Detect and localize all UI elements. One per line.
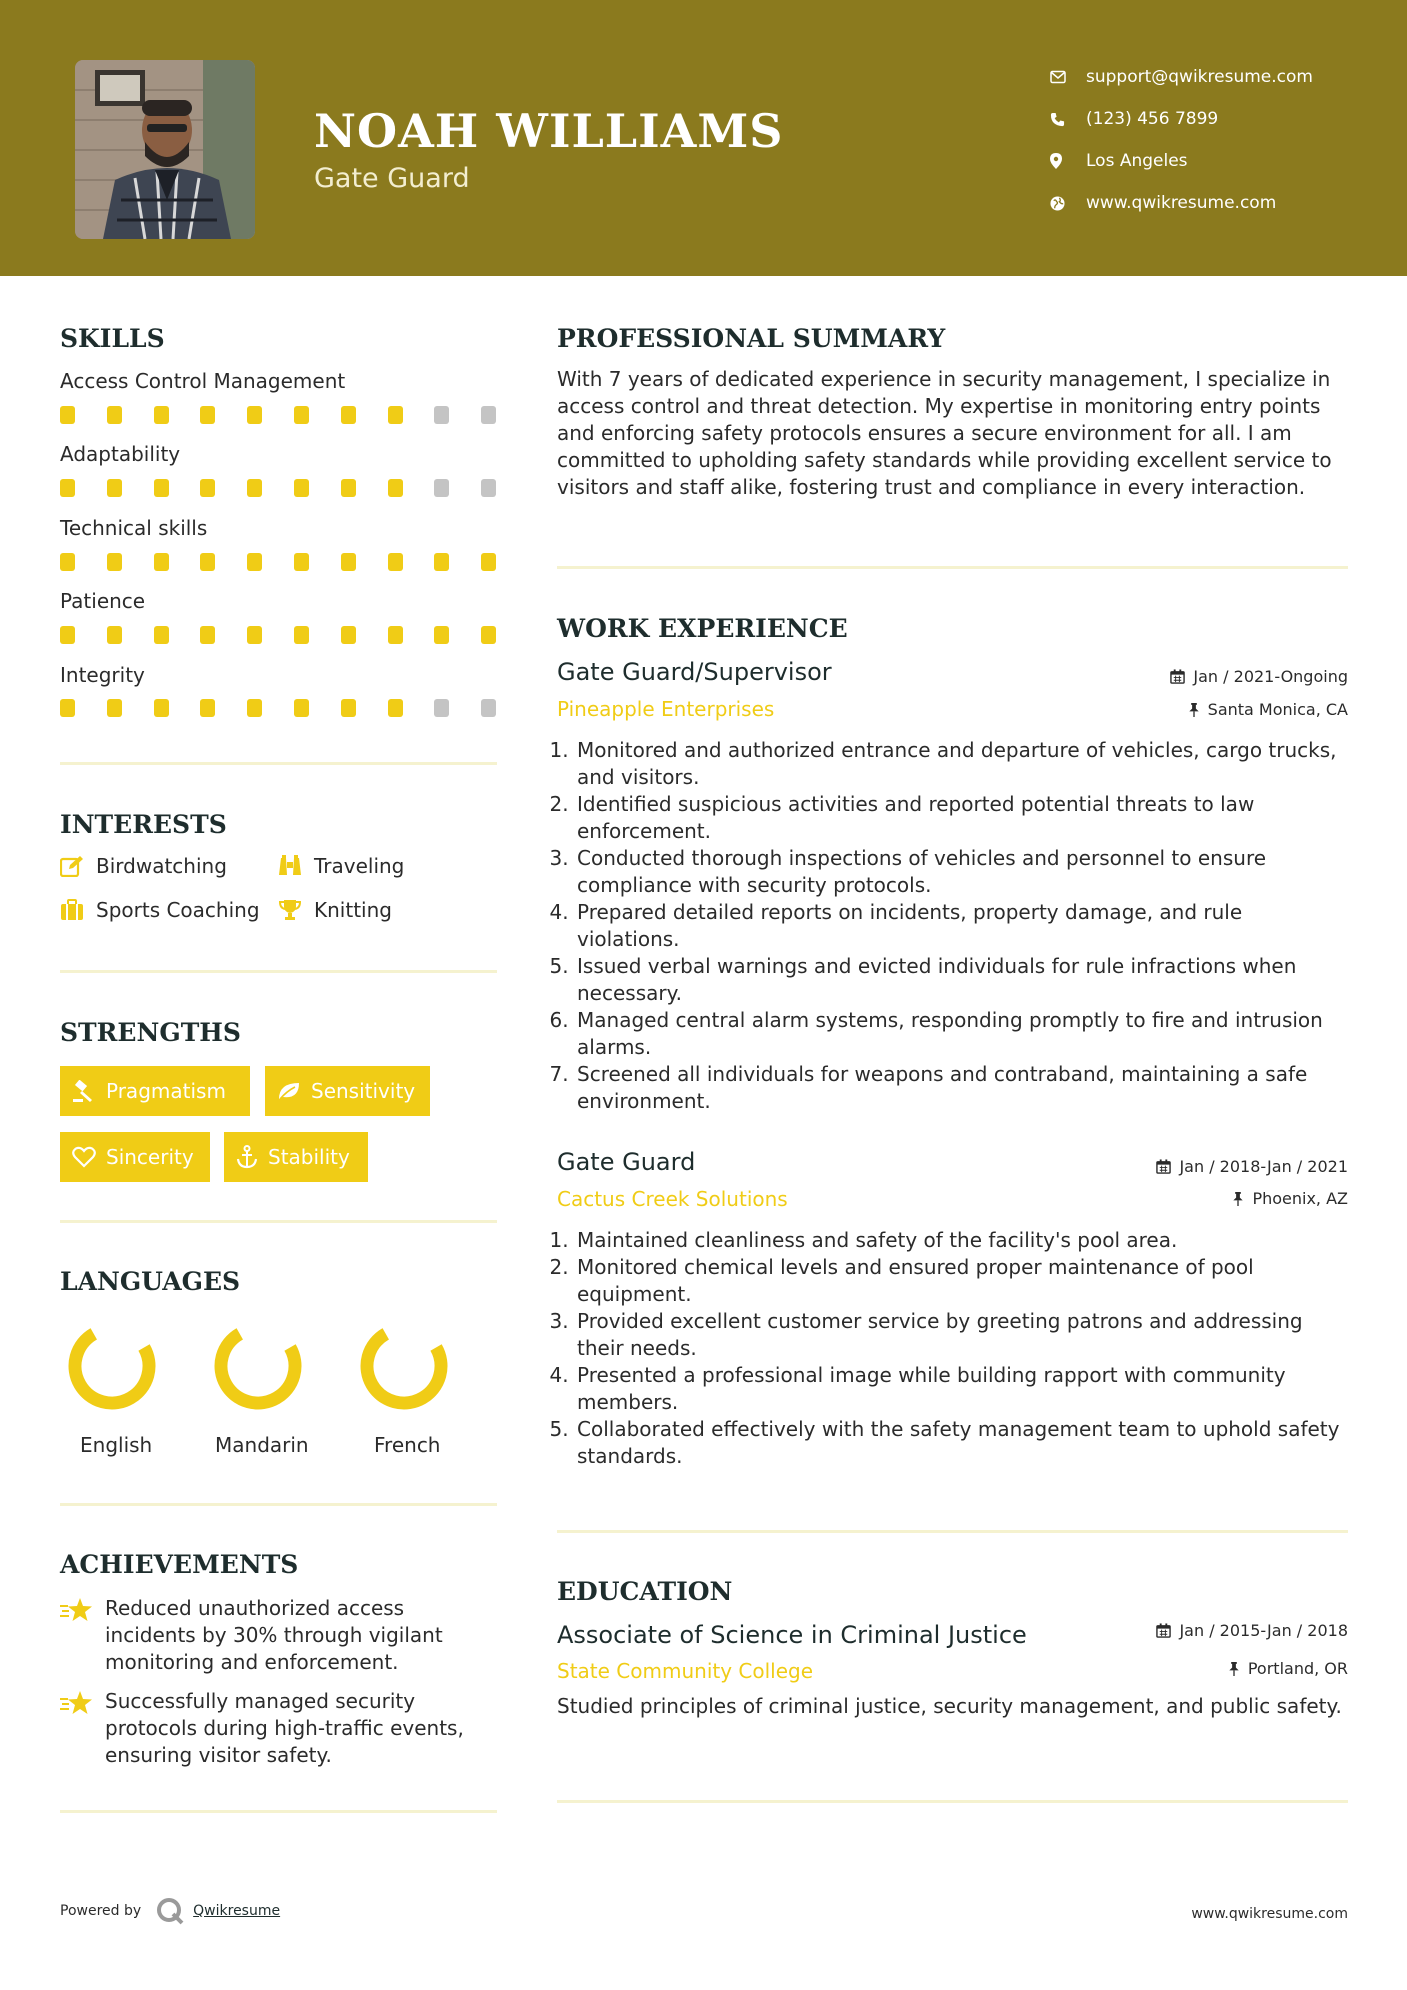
achievement-item: [60, 1595, 500, 1676]
strength-label: Pragmatism: [106, 1079, 226, 1103]
rating-dot: [247, 479, 262, 497]
rating-dot: [341, 626, 356, 644]
contact-email-text: support@qwikresume.com: [1086, 67, 1313, 87]
contact-location-text: Los Angeles: [1086, 151, 1188, 171]
candidate-title: Gate Guard: [314, 163, 470, 194]
rating-dot: [481, 626, 496, 644]
pushpin-icon: [1188, 702, 1200, 717]
contact-location: [1050, 140, 1313, 182]
profile-photo: [75, 60, 255, 239]
rating-dot: [200, 553, 215, 571]
section-divider: [60, 1220, 497, 1223]
rating-dot: [247, 699, 262, 717]
gavel-icon: [72, 1080, 96, 1102]
rating-dot: [200, 479, 215, 497]
rating-dot: [60, 406, 75, 424]
interests-heading: INTERESTS: [60, 810, 227, 839]
rating-dot: [200, 626, 215, 644]
star-icon: [60, 1595, 105, 1676]
phone-icon: [1050, 112, 1086, 127]
list-item: 6. Managed central alarm systems, responding promptly to fire and intrusion alarms.: [575, 1007, 1347, 1061]
rating-dot: [481, 553, 496, 571]
contact-website[interactable]: [1050, 182, 1313, 224]
rating-dot: [154, 479, 169, 497]
job-location: [1232, 1189, 1348, 1208]
skill-rating: [60, 626, 500, 644]
qwikresume-logo-icon: [155, 1896, 185, 1926]
skill-rating: [60, 699, 500, 717]
job-title: Gate Guard/Supervisor: [557, 658, 832, 686]
list-item: 2. Monitored chemical levels and ensured proper maintenance of pool equipment.: [575, 1254, 1347, 1308]
interest-item: [278, 854, 404, 878]
job-duties-list: [557, 1227, 1347, 1470]
education-description: Studied principles of criminal justice, security management, and public safety.: [557, 1694, 1342, 1718]
skill-rating: [60, 479, 500, 497]
section-divider: [557, 566, 1348, 569]
achievement-text: Reduced unauthorized access incidents by 30% through vigilant monitoring and enforcement.: [105, 1596, 443, 1674]
powered-by-text: Powered by: [60, 1903, 142, 1919]
rating-dot: [434, 406, 449, 424]
footer-website[interactable]: www.qwikresume.com: [1191, 1906, 1348, 1922]
map-pin-icon: [1050, 153, 1086, 169]
calendar-icon: [1156, 1623, 1171, 1638]
education-heading: EDUCATION: [557, 1577, 733, 1606]
anchor-icon: [236, 1145, 258, 1169]
interest-item: [278, 898, 392, 922]
rating-dot: [434, 479, 449, 497]
strength-label: Stability: [268, 1145, 350, 1169]
section-divider: [60, 1503, 497, 1506]
achievements-heading: ACHIEVEMENTS: [60, 1550, 299, 1579]
interest-item: [60, 898, 260, 922]
summary-text: With 7 years of dedicated experience in security management, I specialize in access control and threat detection. My expertise in monitoring entry points and enforcing safety protocols ensures a secure environment for all. I am committed to upholding safety standards while providing excellent service to visitors and staff alike, fostering trust and compliance in every interaction.: [557, 367, 1332, 499]
globe-icon: [1050, 196, 1086, 211]
education-location: [1228, 1659, 1348, 1678]
job-location-text: Santa Monica, CA: [1207, 700, 1348, 719]
list-item: 5. Collaborated effectively with the safety management team to uphold safety standards.: [575, 1416, 1347, 1470]
strength-label: Sensitivity: [311, 1079, 416, 1103]
rating-dot: [107, 699, 122, 717]
rating-dot: [200, 699, 215, 717]
strength-label: Sincerity: [106, 1145, 194, 1169]
skill-name: Adaptability: [60, 442, 181, 466]
education-date-text: Jan / 2015-Jan / 2018: [1179, 1621, 1348, 1640]
skill-name: Integrity: [60, 663, 145, 687]
list-item: 5. Issued verbal warnings and evicted individuals for rule infractions when necessary.: [575, 953, 1347, 1007]
education-school: State Community College: [557, 1659, 814, 1683]
achievement-text: Successfully managed security protocols during high-traffic events, ensuring visitor safety.: [105, 1689, 464, 1767]
list-item: 1. Monitored and authorized entrance and departure of vehicles, cargo trucks, and visitors.: [575, 737, 1347, 791]
rating-dot: [60, 479, 75, 497]
binoculars-icon: [278, 854, 302, 878]
rating-dot: [154, 553, 169, 571]
strength-tag: [60, 1132, 210, 1182]
section-divider: [557, 1530, 1348, 1533]
rating-dot: [294, 406, 309, 424]
section-divider: [60, 1810, 497, 1813]
rating-dot: [294, 479, 309, 497]
rating-dot: [60, 553, 75, 571]
job-duties-list: [557, 737, 1347, 1115]
section-divider: [60, 762, 497, 765]
strength-tag: [224, 1132, 368, 1182]
envelope-icon: [1050, 70, 1086, 84]
rating-dot: [388, 406, 403, 424]
strength-tag: [60, 1066, 250, 1116]
contact-email[interactable]: [1050, 56, 1313, 98]
job-date: [1156, 1157, 1348, 1176]
rating-dot: [154, 699, 169, 717]
rating-dot: [481, 479, 496, 497]
rating-dot: [388, 626, 403, 644]
skills-heading: SKILLS: [60, 324, 165, 353]
job-date: [1170, 667, 1348, 686]
pencil-square-icon: [60, 855, 84, 877]
rating-dot: [60, 699, 75, 717]
skill-name: Patience: [60, 589, 146, 613]
skill-name: Access Control Management: [60, 369, 346, 393]
list-item: 7. Screened all individuals for weapons and contraband, maintaining a safe environment.: [575, 1061, 1347, 1115]
language-label: French: [374, 1433, 441, 1457]
job-date-text: Jan / 2021-Ongoing: [1193, 667, 1348, 686]
summary-heading: PROFESSIONAL SUMMARY: [557, 324, 946, 353]
interest-label: Traveling: [314, 854, 405, 878]
candidate-name: NOAH WILLIAMS: [314, 104, 784, 158]
job-company: Pineapple Enterprises: [557, 697, 775, 721]
section-divider: [557, 1800, 1348, 1803]
language-gauge: [354, 1316, 454, 1416]
rating-dot: [341, 553, 356, 571]
language-label: Mandarin: [215, 1433, 309, 1457]
job-company: Cactus Creek Solutions: [557, 1187, 788, 1211]
rating-dot: [107, 406, 122, 424]
job-location-text: Phoenix, AZ: [1252, 1189, 1348, 1208]
brand-link[interactable]: Qwikresume: [193, 1903, 281, 1919]
experience-heading: WORK EXPERIENCE: [557, 614, 848, 643]
language-gauge: [208, 1316, 308, 1416]
rating-dot: [434, 553, 449, 571]
list-item: 2. Identified suspicious activities and reported potential threats to law enforcement.: [575, 791, 1347, 845]
rating-dot: [388, 479, 403, 497]
rating-dot: [341, 406, 356, 424]
section-divider: [60, 970, 497, 973]
skill-rating: [60, 406, 500, 424]
rating-dot: [481, 699, 496, 717]
rating-dot: [294, 626, 309, 644]
skill-rating: [60, 553, 500, 571]
job-date-text: Jan / 2018-Jan / 2021: [1179, 1157, 1348, 1176]
list-item: 3. Conducted thorough inspections of vehicles and personnel to ensure compliance with security protocols.: [575, 845, 1347, 899]
interest-label: Knitting: [314, 898, 392, 922]
interest-label: Sports Coaching: [96, 898, 260, 922]
languages-heading: LANGUAGES: [60, 1267, 241, 1296]
rating-dot: [107, 553, 122, 571]
education-date: [1156, 1621, 1348, 1640]
calendar-icon: [1170, 669, 1185, 684]
rating-dot: [247, 406, 262, 424]
rating-dot: [247, 626, 262, 644]
rating-dot: [107, 479, 122, 497]
strengths-heading: STRENGTHS: [60, 1018, 241, 1047]
rating-dot: [60, 626, 75, 644]
rating-dot: [341, 479, 356, 497]
contact-website-text: www.qwikresume.com: [1086, 193, 1277, 213]
list-item: 4. Prepared detailed reports on incidents, property damage, and rule violations.: [575, 899, 1347, 953]
rating-dot: [434, 699, 449, 717]
rating-dot: [154, 406, 169, 424]
briefcase-icon: [60, 899, 84, 921]
language-gauge: [62, 1316, 162, 1416]
footer-powered-by: [60, 1896, 280, 1926]
rating-dot: [294, 699, 309, 717]
rating-dot: [247, 553, 262, 571]
rating-dot: [154, 626, 169, 644]
interest-label: Birdwatching: [96, 854, 227, 878]
calendar-icon: [1156, 1159, 1171, 1174]
contact-list: [1050, 56, 1313, 224]
rating-dot: [200, 406, 215, 424]
star-icon: [60, 1688, 105, 1769]
pushpin-icon: [1228, 1661, 1240, 1676]
rating-dot: [341, 699, 356, 717]
leaf-icon: [277, 1081, 301, 1101]
header-banner: [0, 0, 1407, 276]
job-location: [1188, 700, 1348, 719]
skill-name: Technical skills: [60, 516, 208, 540]
pushpin-icon: [1232, 1191, 1244, 1206]
list-item: 1. Maintained cleanliness and safety of the facility's pool area.: [575, 1227, 1347, 1254]
rating-dot: [481, 406, 496, 424]
list-item: 4. Presented a professional image while building rapport with community members.: [575, 1362, 1347, 1416]
rating-dot: [388, 553, 403, 571]
job-title: Gate Guard: [557, 1148, 696, 1176]
interest-item: [60, 854, 227, 878]
trophy-icon: [278, 899, 302, 921]
heart-icon: [72, 1146, 96, 1168]
rating-dot: [388, 699, 403, 717]
rating-dot: [294, 553, 309, 571]
education-degree: Associate of Science in Criminal Justice: [557, 1621, 1027, 1649]
education-location-text: Portland, OR: [1247, 1659, 1348, 1678]
rating-dot: [434, 626, 449, 644]
language-label: English: [80, 1433, 153, 1457]
strength-tag: [265, 1066, 430, 1116]
contact-phone-text: (123) 456 7899: [1086, 109, 1219, 129]
contact-phone[interactable]: [1050, 98, 1313, 140]
rating-dot: [107, 626, 122, 644]
list-item: 3. Provided excellent customer service by greeting patrons and addressing their needs.: [575, 1308, 1347, 1362]
achievement-item: [60, 1688, 500, 1769]
